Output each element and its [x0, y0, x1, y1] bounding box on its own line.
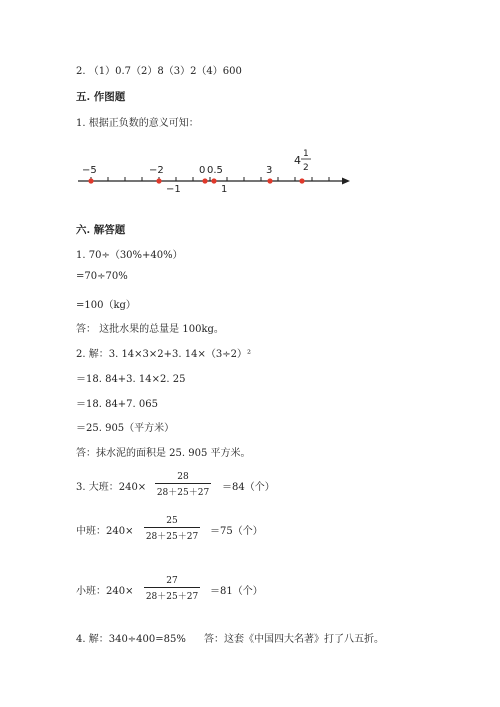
label-mixed-whole: 4: [294, 154, 301, 167]
q2-line-3: ＝18. 84+7. 065: [76, 399, 158, 410]
label-0-5: 0.5: [207, 165, 223, 176]
label-0: 0: [199, 165, 206, 176]
number-line-arrow: [342, 178, 350, 185]
section-6-title: 六. 解答题: [76, 224, 126, 236]
label-1: 1: [221, 184, 228, 195]
q3-small-result: ＝81（个）: [210, 586, 263, 597]
q3-mid-label: 中班：240×: [76, 526, 134, 537]
q3-big-numerator: 28: [155, 472, 211, 484]
q3-mid-denominator: 28＋25＋27: [145, 532, 199, 542]
number-line: [0, 140, 500, 200]
q4-line-1: 4. 解：340÷400=85%: [76, 634, 186, 645]
q3-mid-result: ＝75（个）: [210, 526, 263, 537]
q2-line-5: 答：抹水泥的面积是 25. 905 平方米。: [76, 448, 251, 459]
q3-small-fraction: [144, 576, 200, 602]
q2-line-1: 2. 解：3. 14×3×2+3. 14×（3÷2）²: [76, 349, 251, 360]
answer-line-2: 2. （1）0.7（2）8（3）2（4）600: [76, 66, 242, 77]
label-mixed-denominator: 2: [303, 163, 309, 173]
q3-big-result: ＝84（个）: [222, 482, 275, 493]
q2-line-4: ＝25. 905（平方米）: [76, 423, 175, 434]
q3-big-label: 3. 大班：240×: [76, 482, 147, 493]
point-0: [202, 178, 207, 183]
q1-line-3: =100（kg）: [76, 300, 136, 311]
section-5-title: 五. 作图题: [76, 91, 126, 103]
q2-line-2: ＝18. 84+3. 14×2. 25: [76, 374, 186, 385]
point-0-5: [211, 178, 216, 183]
label-mixed-numerator: 1: [303, 149, 309, 159]
label-minus-2: −2: [149, 165, 164, 176]
q3-big-fraction: [155, 472, 211, 498]
q3-mid-numerator: 25: [144, 516, 200, 528]
q1-line-4: 答： 这批水果的总量是 100kg。: [76, 324, 224, 335]
q1-line-1: 1. 70÷（30%+40%）: [76, 250, 183, 261]
q3-small-numerator: 27: [144, 576, 200, 588]
point-3: [267, 178, 272, 183]
q3-mid-fraction: [144, 516, 200, 542]
label-minus-5: −5: [82, 165, 97, 176]
label-3: 3: [266, 165, 273, 176]
section-5-q1: 1. 根据正负数的意义可知：: [76, 118, 199, 129]
q3-small-denominator: 28＋25＋27: [145, 592, 199, 602]
point-minus-2: [156, 178, 161, 183]
label-minus-1: −1: [166, 184, 181, 195]
q1-line-2: =70÷70%: [76, 271, 128, 282]
q3-big-denominator: 28＋25＋27: [156, 488, 210, 498]
q4-line-2: 答：这套《中国四大名著》打了八五折。: [204, 634, 384, 645]
q3-small-label: 小班：240×: [76, 586, 134, 597]
point-minus-5: [88, 178, 93, 183]
point-4-half: [299, 178, 304, 183]
